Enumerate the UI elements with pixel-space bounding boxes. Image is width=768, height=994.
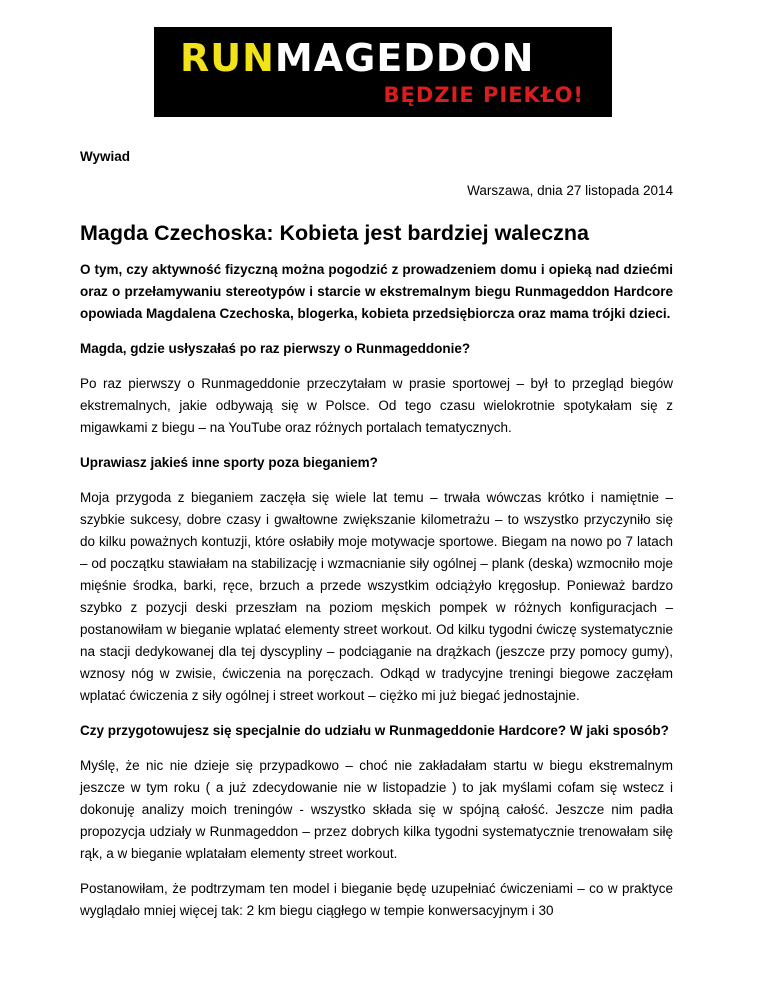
runmageddon-logo: [154, 27, 612, 117]
logo-mageddon-text: MAGEDDON: [274, 36, 535, 80]
document-type-label: Wywiad: [80, 149, 131, 164]
question-3: Czy przygotowujesz się specjalnie do udziału w Runmageddonie Hardcore? W jaki sposób?: [80, 723, 669, 738]
question-2: Uprawiasz jakieś inne sporty poza bieganiem?: [80, 455, 378, 470]
dateline: Warszawa, dnia 27 listopada 2014: [467, 183, 673, 198]
article-title: Magda Czechoska: Kobieta jest bardziej waleczna: [80, 221, 589, 245]
document-body: [80, 148, 673, 922]
article-lead: O tym, czy aktywność fizyczną można pogodzić z prowadzeniem domu i opieką nad dziećmi oraz o przełamywaniu stereotypów i starcie w ekstremalnym biegu Runmageddon Hardcore opowiada Magdalena Czechoska, blogerka, kobieta przedsiębiorcza oraz mama trójki dzieci.: [80, 262, 673, 321]
question-1: Magda, gdzie usłyszałaś po raz pierwszy o Runmageddonie?: [80, 341, 471, 356]
logo-tagline: BĘDZIE PIEKŁO!: [383, 83, 584, 107]
answer-1: Po raz pierwszy o Runmageddonie przeczytałam w prasie sportowej – był to przegląd biegów ekstremalnych, jakie odbywają się w Polsce. Od tego czasu wielokrotnie spotykałam się z migawkami z biegu – na YouTube oraz różnych portalach tematycznych.: [80, 376, 673, 435]
answer-3-paragraph-1: Myślę, że nic nie dzieje się przypadkowo – choć nie zakładałam startu w biegu ekstremalnym jeszcze w tym roku ( a już zdecydowanie nie w listopadzie ) to jak myślami cofam się wstecz i dokonuję analizy moich treningów - wszystko składa się w spójną całość. Jeszcze nim padła propozycja udziały w Runmageddon – przez dobrych kilka tygodni systematycznie trenowałam siłę rąk, a w bieganie wplatałam elementy street workout.: [80, 758, 673, 861]
answer-2: Moja przygoda z bieganiem zaczęła się wiele lat temu – trwała wówczas krótko i namiętnie – szybkie sukcesy, dobre czasy i gwałtowne zwiększanie kilometrażu – to wszystko przyczyniło się do kilku poważnych kontuzji, które osłabiły moje motywacje sportowe. Biegam na nowo po 7 latach – od początku stawiałam na stabilizację i wzmacnianie siły ogólnej – plank (deska) wzmocniło moje mięśnie środka, barki, ręce, brzuch a przede wszystkim odciążyło kręgosłup. Ponieważ bardzo szybko z pozycji deski przeszłam na poziom męskich pompek w różnych konfiguracjach – postanowiłam w bieganie wplatać elementy street workout. Od kilku tygodni ćwiczę systematycznie na stacji dedykowanej dla tej dyscypliny – podciąganie na drążkach (jeszcze przy pomocy gumy), wznosy nóg w zwisie, ćwiczenia na poręczach. Odkąd w tradycyjne treningi biegowe zaczęłam wplatać ćwiczenia z siły ogólnej i street workout – ciężko mi już biegać jednostajnie.: [80, 490, 673, 703]
logo-wordmark: [180, 36, 535, 80]
logo-run-text: RUN: [180, 36, 275, 80]
answer-3-paragraph-2: Postanowiłam, że podtrzymam ten model i bieganie będę uzupełniać ćwiczeniami – co w praktyce wyglądało mniej więcej tak: 2 km biegu ciągłego w tempie konwersacyjnym i 30: [80, 881, 673, 918]
